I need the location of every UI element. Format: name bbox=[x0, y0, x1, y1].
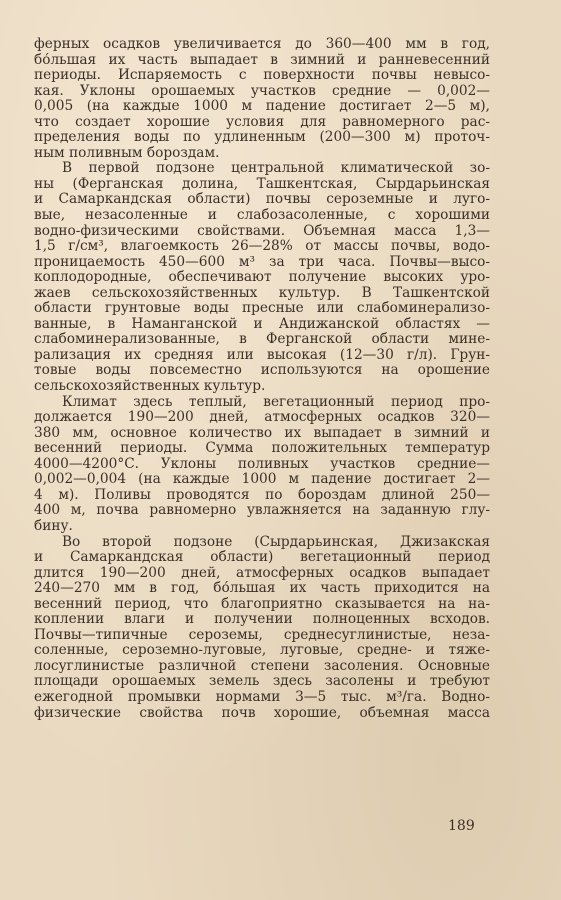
text-line: области грунтовые воды пресные или слабоминерализо- bbox=[34, 301, 490, 317]
text-line: 1,5 г/см³, влагоемкость 26—28% от массы почвы, водо- bbox=[34, 239, 490, 255]
text-line: рализация их средняя или высокая (12—30 г/л). Грун- bbox=[34, 347, 490, 363]
text-line: лосуглинистые различной степени засоления. Основные bbox=[34, 658, 490, 674]
text-line: сельскохозяйственных культур. bbox=[34, 379, 266, 395]
text-line: Почвы—типичные сероземы, среднесуглинистые, неза- bbox=[34, 627, 490, 643]
text-line: 380 мм, основное количество их выпадает в зимний и bbox=[34, 425, 490, 441]
text-line: бину. bbox=[34, 518, 73, 534]
text-line: 4 м). Поливы проводятся по бороздам длиной 250— bbox=[34, 487, 490, 503]
text-line: бо́льшая их часть выпадает в зимний и ранневесенний bbox=[34, 52, 490, 68]
text-line: и Самаркандская области) вегетационный период bbox=[34, 550, 490, 566]
text-line: физические свойства почв хорошие, объемная масса bbox=[34, 705, 490, 721]
text-line: ным поливным бороздам. bbox=[34, 145, 220, 161]
text-line: 400 м, почва равномерно увлажняется на заданную глу- bbox=[34, 503, 490, 519]
text-line: проницаемость 450—600 м³ за три часа. Почвы—высо- bbox=[34, 254, 490, 270]
text-line: слабоминерализованные, в Ферганской области мине- bbox=[34, 332, 490, 348]
text-line: коплодородные, обеспечивают получение высоких уро- bbox=[34, 270, 490, 286]
text-line: должается 190—200 дней, атмосферных осадков 320— bbox=[34, 410, 490, 426]
text-line: жаев сельскохозяйственных культур. В Ташкентской bbox=[34, 285, 490, 301]
text-line: 0,005 (на каждые 1000 м падение достигает 2—5 м), bbox=[34, 99, 490, 115]
text-line: весенний периоды. Сумма положительных температур bbox=[34, 441, 490, 457]
text-line: ферных осадков увеличивается до 360—400 мм в год, bbox=[34, 37, 490, 52]
text-line: В первой подзоне центральной климатической зо- bbox=[62, 161, 490, 177]
text-line: Климат здесь теплый, вегетационный период про- bbox=[62, 394, 490, 410]
text-line: периоды. Испаряемость с поверхности почвы невысо- bbox=[34, 68, 490, 84]
text-line: 240—270 мм в год, бо́льшая их часть приходится на bbox=[34, 581, 490, 597]
text-line: ежегодной промывки нормами 3—5 тыс. м³/га. Водно- bbox=[34, 689, 490, 705]
body-text bbox=[34, 37, 490, 721]
text-line: длится 190—200 дней, атмосферных осадков выпадает bbox=[34, 565, 490, 581]
text-line: товые воды повсеместно используются на орошение bbox=[34, 363, 490, 379]
paragraph bbox=[34, 535, 490, 722]
text-line: ванные, в Наманганской и Андижанской областях — bbox=[34, 316, 490, 332]
text-line: ны (Ферганская долина, Ташкентская, Сырдарьинская bbox=[34, 176, 490, 192]
text-line: соленные, сероземно-луговые, луговые, средне- и тяже- bbox=[34, 643, 490, 659]
text-line: кая. Уклоны орошаемых участков средние — 0,002— bbox=[34, 83, 490, 99]
text-line: 4000—4200°С. Уклоны поливных участков средние— bbox=[34, 456, 490, 472]
text-line: и Самаркандская области) почвы сероземные и луго- bbox=[34, 192, 490, 208]
text-line: вые, незасоленные и слабозасоленные, с хорошими bbox=[34, 208, 490, 224]
text-line: что создает хорошие условия для равномерного рас- bbox=[34, 114, 490, 130]
text-line: пределения воды по удлиненным (200—300 м) проточ- bbox=[34, 130, 490, 146]
page-number: 189 bbox=[448, 818, 475, 834]
text-line: площади орошаемых земель здесь засолены и требуют bbox=[34, 674, 490, 690]
paragraph bbox=[34, 37, 490, 161]
text-line: 0,002—0,004 (на каждые 1000 м падение достигает 2— bbox=[34, 472, 490, 488]
text-line: весенний период, что благоприятно сказывается на на- bbox=[34, 596, 490, 612]
text-line: водно-физическими свойствами. Объемная масса 1,3— bbox=[34, 223, 490, 239]
text-line: коплении влаги и получении полноценных всходов. bbox=[34, 612, 490, 628]
text-line: Во второй подзоне (Сырдарьинская, Джизакская bbox=[62, 534, 490, 550]
paragraph bbox=[34, 161, 490, 394]
paragraph bbox=[34, 395, 490, 535]
